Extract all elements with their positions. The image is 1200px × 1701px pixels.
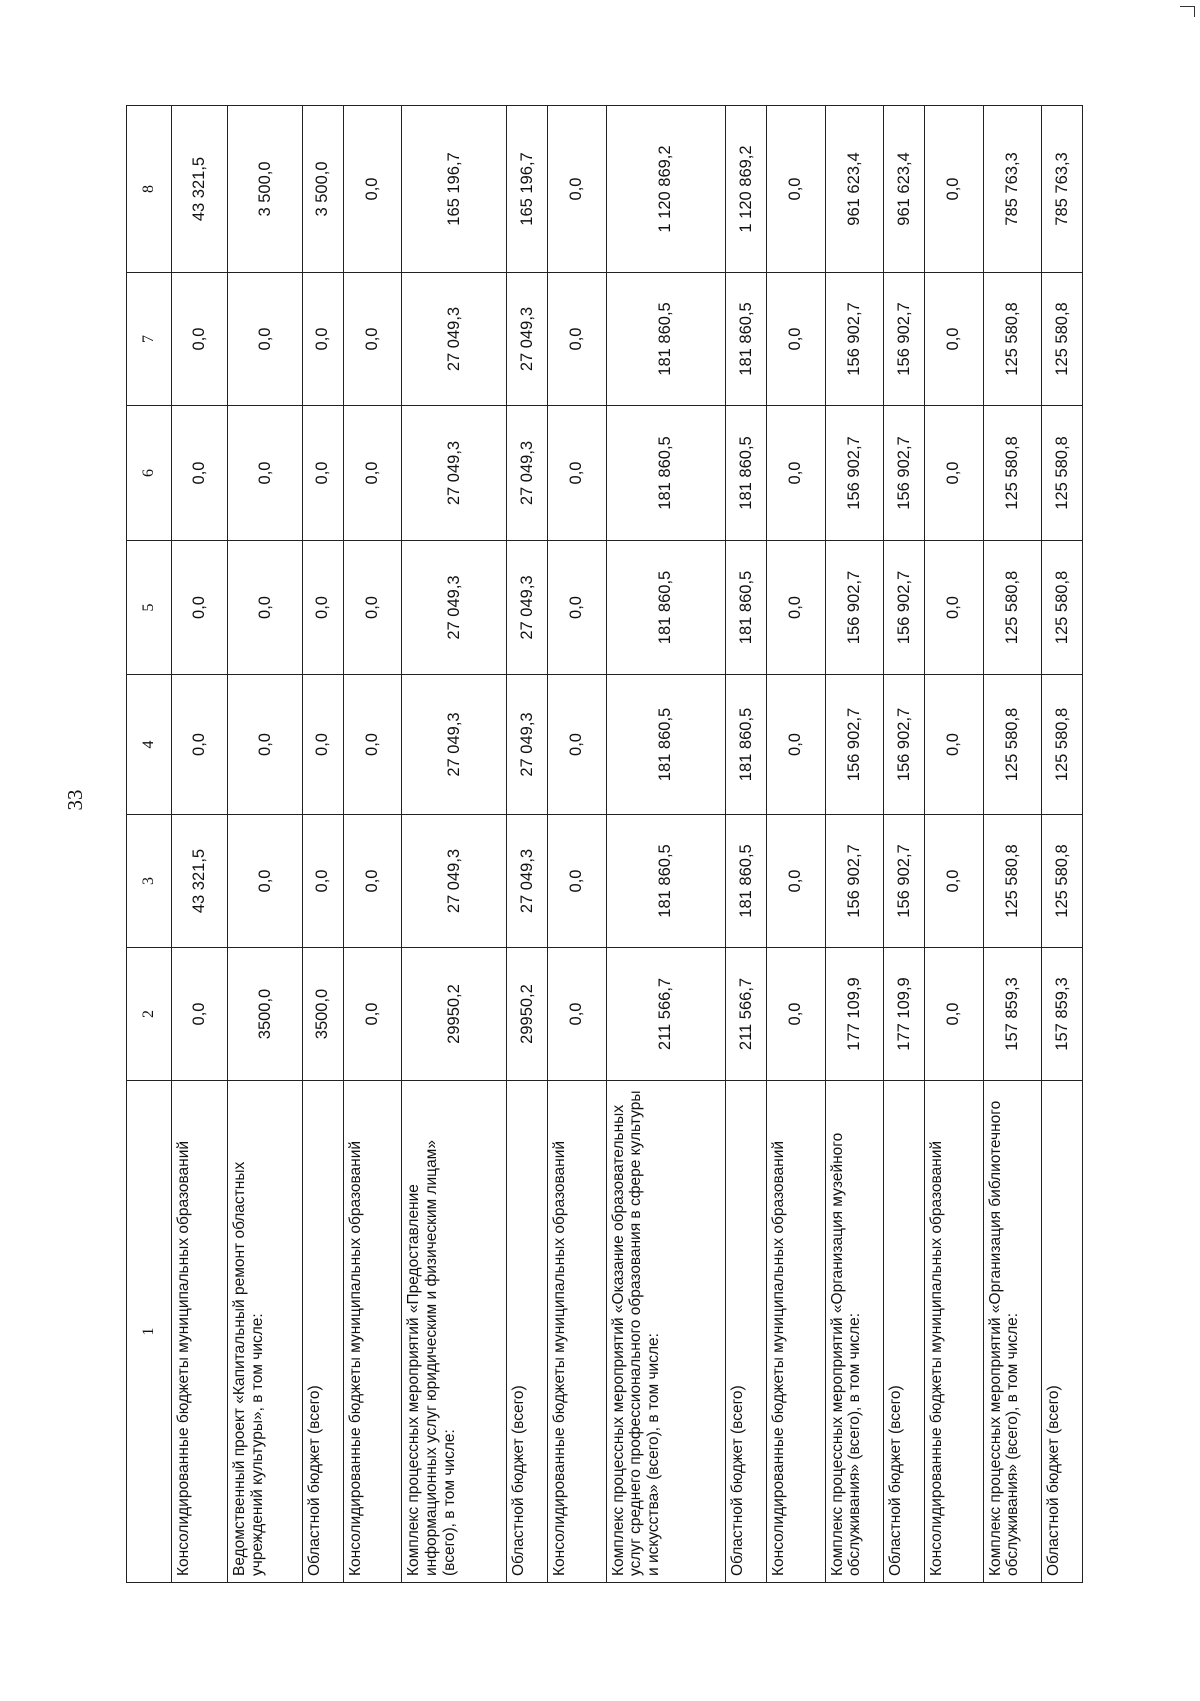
value-cell-col-6: 0,0 [343,406,402,541]
value-cell-col-3: 0,0 [766,815,825,948]
page-number-text: 33 [63,789,87,811]
value-cell-col-3: 156 902,7 [825,815,884,948]
value-cell-col-8: 0,0 [547,106,606,273]
value-cell-col-8: 43 321,5 [172,106,228,273]
value-cell-col-6: 0,0 [766,406,825,541]
value-cell-col-2: 177 109,9 [825,948,884,1081]
row-name-cell: Консолидированные бюджеты муниципальных образований [766,1081,825,1583]
value-cell-col-6: 0,0 [924,406,983,541]
value-cell-col-7: 0,0 [172,273,228,406]
value-cell-col-4: 0,0 [547,675,606,815]
row-name-cell: Консолидированные бюджеты муниципальных образований [172,1081,228,1583]
value-cell-col-6: 156 902,7 [825,406,884,541]
value-cell-col-5: 181 860,5 [606,541,726,675]
value-cell-col-8: 785 763,3 [1042,106,1083,273]
value-cell-col-6: 181 860,5 [726,406,767,541]
header-row [127,106,172,1583]
value-cell-col-4: 0,0 [228,675,303,815]
value-cell-col-2: 0,0 [766,948,825,1081]
value-cell-col-8: 0,0 [766,106,825,273]
value-cell-col-8: 165 196,7 [507,106,548,273]
value-cell-col-7: 27 049,3 [507,273,548,406]
corner-mark [1180,6,1195,17]
column-header-7: 7 [127,273,172,406]
row-name-cell: Комплекс процессных мероприятий «Предоставление информационных услуг юридическим и физическим лицам» (всего), в том числе: [402,1081,507,1583]
value-cell-col-2: 157 859,3 [1042,948,1083,1081]
budget-table [126,105,1083,1583]
table-row [825,106,884,1583]
value-cell-col-5: 0,0 [547,541,606,675]
value-cell-col-3: 125 580,8 [1042,815,1083,948]
value-cell-col-8: 3 500,0 [228,106,303,273]
row-name-cell: Комплекс процессных мероприятий «Организация музейного обслуживания» (всего), в том числе: [825,1081,884,1583]
value-cell-col-4: 125 580,8 [983,675,1042,815]
value-cell-col-8: 165 196,7 [402,106,507,273]
value-cell-col-4: 0,0 [924,675,983,815]
value-cell-col-5: 0,0 [302,541,343,675]
value-cell-col-7: 125 580,8 [983,273,1042,406]
row-name-cell: Консолидированные бюджеты муниципальных образований [924,1081,983,1583]
value-cell-col-8: 961 623,4 [825,106,884,273]
table-body [172,106,1083,1583]
value-cell-col-7: 125 580,8 [1042,273,1083,406]
value-cell-col-7: 0,0 [343,273,402,406]
value-cell-col-2: 3500,0 [302,948,343,1081]
value-cell-col-5: 156 902,7 [884,541,925,675]
row-name-cell: Областной бюджет (всего) [507,1081,548,1583]
value-cell-col-8: 961 623,4 [884,106,925,273]
table-row [726,106,767,1583]
value-cell-col-2: 0,0 [343,948,402,1081]
value-cell-col-5: 27 049,3 [402,541,507,675]
value-cell-col-3: 0,0 [343,815,402,948]
value-cell-col-3: 43 321,5 [172,815,228,948]
row-name-cell: Областной бюджет (всего) [726,1081,767,1583]
value-cell-col-5: 125 580,8 [983,541,1042,675]
row-name-cell: Областной бюджет (всего) [302,1081,343,1583]
table-row [606,106,726,1583]
value-cell-col-7: 156 902,7 [884,273,925,406]
value-cell-col-8: 1 120 869,2 [606,106,726,273]
value-cell-col-6: 0,0 [172,406,228,541]
value-cell-col-2: 29950,2 [507,948,548,1081]
value-cell-col-8: 3 500,0 [302,106,343,273]
value-cell-col-6: 156 902,7 [884,406,925,541]
value-cell-col-7: 181 860,5 [726,273,767,406]
value-cell-col-4: 156 902,7 [884,675,925,815]
column-header-1: 1 [127,1081,172,1583]
value-cell-col-2: 0,0 [924,948,983,1081]
value-cell-col-3: 156 902,7 [884,815,925,948]
value-cell-col-2: 0,0 [547,948,606,1081]
value-cell-col-3: 27 049,3 [402,815,507,948]
value-cell-col-4: 181 860,5 [726,675,767,815]
value-cell-col-8: 785 763,3 [983,106,1042,273]
row-name-cell: Ведомственный проект «Капитальный ремонт областных учреждений культуры», в том числе: [228,1081,303,1583]
row-name-cell: Комплекс процессных мероприятий «Оказание образовательных услуг среднего профессионального образования в сфере культуры и искусства» (всего), в том числе: [606,1081,726,1583]
value-cell-col-3: 27 049,3 [507,815,548,948]
value-cell-col-3: 125 580,8 [983,815,1042,948]
column-header-3: 3 [127,815,172,948]
budget-table-container [126,106,1083,1583]
table-row [172,106,228,1583]
value-cell-col-3: 0,0 [547,815,606,948]
value-cell-col-4: 27 049,3 [507,675,548,815]
value-cell-col-2: 3500,0 [228,948,303,1081]
value-cell-col-6: 125 580,8 [983,406,1042,541]
column-header-4: 4 [127,675,172,815]
value-cell-col-7: 0,0 [547,273,606,406]
table-row [507,106,548,1583]
value-cell-col-7: 156 902,7 [825,273,884,406]
value-cell-col-3: 181 860,5 [726,815,767,948]
value-cell-col-5: 156 902,7 [825,541,884,675]
value-cell-col-2: 29950,2 [402,948,507,1081]
table-row [983,106,1042,1583]
value-cell-col-6: 27 049,3 [507,406,548,541]
value-cell-col-7: 0,0 [302,273,343,406]
value-cell-col-6: 0,0 [302,406,343,541]
value-cell-col-8: 0,0 [924,106,983,273]
table-row [1042,106,1083,1583]
value-cell-col-5: 0,0 [172,541,228,675]
column-header-8: 8 [127,106,172,273]
value-cell-col-6: 0,0 [547,406,606,541]
column-header-6: 6 [127,406,172,541]
column-header-2: 2 [127,948,172,1081]
value-cell-col-4: 0,0 [766,675,825,815]
value-cell-col-4: 125 580,8 [1042,675,1083,815]
value-cell-col-3: 0,0 [924,815,983,948]
row-name-cell: Областной бюджет (всего) [1042,1081,1083,1583]
row-name-cell: Областной бюджет (всего) [884,1081,925,1583]
table-row [547,106,606,1583]
table-row [302,106,343,1583]
value-cell-col-5: 0,0 [766,541,825,675]
value-cell-col-4: 181 860,5 [606,675,726,815]
value-cell-col-7: 0,0 [766,273,825,406]
value-cell-col-3: 0,0 [228,815,303,948]
value-cell-col-5: 125 580,8 [1042,541,1083,675]
table-row [766,106,825,1583]
value-cell-col-8: 0,0 [343,106,402,273]
table-row [924,106,983,1583]
row-name-cell: Комплекс процессных мероприятий «Организация библиотечного обслуживания» (всего), в том числе: [983,1081,1042,1583]
value-cell-col-5: 181 860,5 [726,541,767,675]
table-row [343,106,402,1583]
value-cell-col-8: 1 120 869,2 [726,106,767,273]
table-row [884,106,925,1583]
value-cell-col-5: 0,0 [228,541,303,675]
value-cell-col-6: 0,0 [228,406,303,541]
value-cell-col-2: 211 566,7 [606,948,726,1081]
value-cell-col-6: 181 860,5 [606,406,726,541]
value-cell-col-3: 0,0 [302,815,343,948]
value-cell-col-5: 27 049,3 [507,541,548,675]
column-header-5: 5 [127,541,172,675]
value-cell-col-7: 0,0 [924,273,983,406]
value-cell-col-7: 181 860,5 [606,273,726,406]
page-number [63,770,93,830]
value-cell-col-4: 0,0 [302,675,343,815]
value-cell-col-5: 0,0 [343,541,402,675]
table-row [228,106,303,1583]
table-row [402,106,507,1583]
value-cell-col-5: 0,0 [924,541,983,675]
value-cell-col-4: 27 049,3 [402,675,507,815]
value-cell-col-6: 125 580,8 [1042,406,1083,541]
value-cell-col-6: 27 049,3 [402,406,507,541]
value-cell-col-4: 0,0 [172,675,228,815]
value-cell-col-7: 0,0 [228,273,303,406]
value-cell-col-3: 181 860,5 [606,815,726,948]
value-cell-col-7: 27 049,3 [402,273,507,406]
value-cell-col-4: 156 902,7 [825,675,884,815]
value-cell-col-2: 157 859,3 [983,948,1042,1081]
row-name-cell: Консолидированные бюджеты муниципальных образований [343,1081,402,1583]
value-cell-col-2: 0,0 [172,948,228,1081]
value-cell-col-2: 211 566,7 [726,948,767,1081]
value-cell-col-2: 177 109,9 [884,948,925,1081]
value-cell-col-4: 0,0 [343,675,402,815]
row-name-cell: Консолидированные бюджеты муниципальных образований [547,1081,606,1583]
